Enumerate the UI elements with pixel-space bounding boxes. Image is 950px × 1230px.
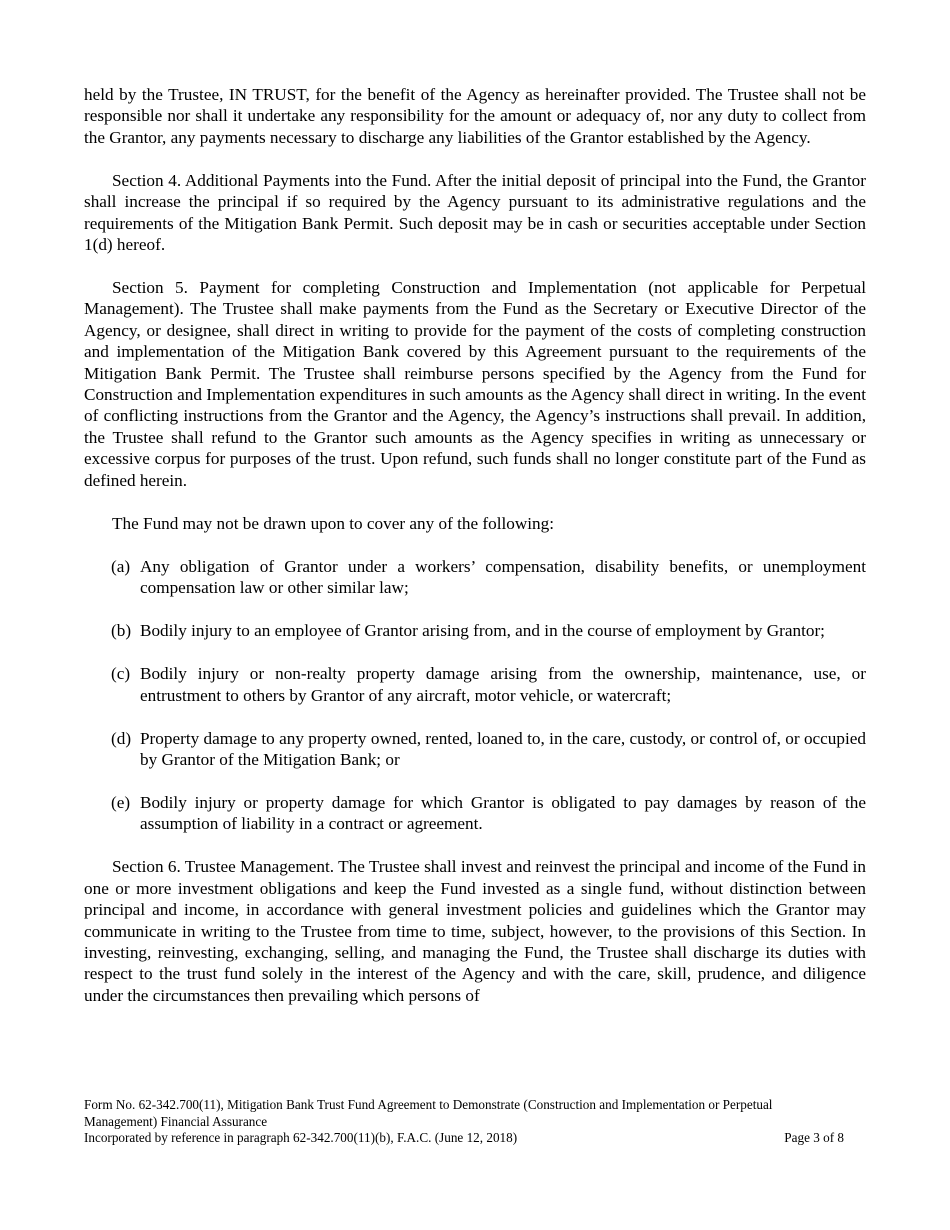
list-item-text: Any obligation of Grantor under a workers’ compensation, disability benefits, or unemployment compensation law or other similar law;	[140, 556, 866, 598]
list-item-text: Property damage to any property owned, rented, loaned to, in the care, custody, or control of, or occupied by Grantor of the Mitigation Bank; or	[140, 728, 866, 769]
footer-bottom-line	[84, 1130, 844, 1147]
paragraph-section-4: Section 4. Additional Payments into the Fund. After the initial deposit of principal into the Fund, the Grantor shall increase the principal if so required by the Agency pursuant to its administrative regulations and the requirements of the Mitigation Bank Permit. Such deposit may be in cash or securities acceptable under Section 1(d) hereof.	[84, 170, 866, 255]
list-item	[84, 728, 866, 771]
page-footer	[84, 1097, 844, 1147]
list-item-text: Bodily injury or property damage for which Grantor is obligated to pay damages by reason of the assumption of liability in a contract or agreement.	[140, 792, 866, 834]
list-item	[84, 556, 866, 599]
paragraph-section-6: Section 6. Trustee Management. The Trustee shall invest and reinvest the principal and income of the Fund in one or more investment obligations and keep the Fund invested as a single fund, without distinction between principal and income, in accordance with general investment policies and guidelines which the Grantor may communicate in writing to the Trustee from time to time, subject, however, to the provisions of this Section. In investing, reinvesting, exchanging, selling, and managing the Fund, the Trustee shall discharge its duties with respect to the trust fund solely in the interest of the Agency and with the care, skill, prudence, and diligence under the circumstances then prevailing which persons of	[84, 857, 866, 1005]
list-marker: (a)	[111, 556, 131, 576]
page-number: Page 3 of 8	[784, 1130, 844, 1146]
paragraph-fund-exclusions-intro: The Fund may not be drawn upon to cover any of the following:	[112, 513, 555, 533]
list-marker: (e)	[111, 792, 131, 812]
footer-incorporated-reference: Incorporated by reference in paragraph 62-342.700(11)(b), F.A.C. (June 12, 2018)	[84, 1130, 518, 1146]
list-item	[84, 663, 866, 706]
list-marker: (c)	[111, 664, 131, 684]
list-item-text: Bodily injury to an employee of Grantor arising from, and in the course of employment by Grantor;	[140, 621, 825, 641]
paragraph-section-5: Section 5. Payment for completing Construction and Implementation (not applicable for Perpetual Management). The Trustee shall make payments from the Fund as the Secretary or Executive Director of the Agency, or designee, shall direct in writing to provide for the payment of the costs of completing construction and implementation of the Mitigation Bank covered by this Agreement pursuant to the requirements of the Mitigation Bank Permit. The Trustee shall reimburse persons specified by the Agency from the Fund for Construction and Implementation expenditures in such amounts as the Agency shall direct in writing. In the event of conflicting instructions from the Grantor and the Agency, the Agency’s instructions shall prevail. In addition, the Trustee shall refund to the Grantor such amounts as the Agency specifies in writing as unnecessary or excessive corpus for purposes of the trust. Upon refund, such funds shall no longer constitute part of the Fund as defined herein.	[84, 278, 866, 490]
footer-form-title-line1: Form No. 62-342.700(11), Mitigation Bank Trust Fund Agreement to Demonstrate (Construction and Implementation or Perpetual	[84, 1097, 773, 1112]
footer-form-title-line2: Management) Financial Assurance	[84, 1113, 268, 1129]
paragraph-trust-continuation: held by the Trustee, IN TRUST, for the benefit of the Agency as hereinafter provided. The Trustee shall not be responsible nor shall it undertake any responsibility for the amount or adequacy of, nor any duty to collect from the Grantor, any payments necessary to discharge any liabilities of the Grantor established by the Agency.	[84, 85, 866, 147]
exclusions-list	[84, 556, 866, 835]
list-marker: (b)	[111, 621, 132, 641]
list-marker: (d)	[111, 728, 132, 748]
list-item-text: Bodily injury or non-realty property damage arising from the ownership, maintenance, use, or entrustment to others by Grantor of any aircraft, motor vehicle, or watercraft;	[140, 664, 866, 705]
list-item	[84, 792, 866, 835]
list-item	[84, 620, 866, 641]
document-body	[84, 84, 866, 1028]
